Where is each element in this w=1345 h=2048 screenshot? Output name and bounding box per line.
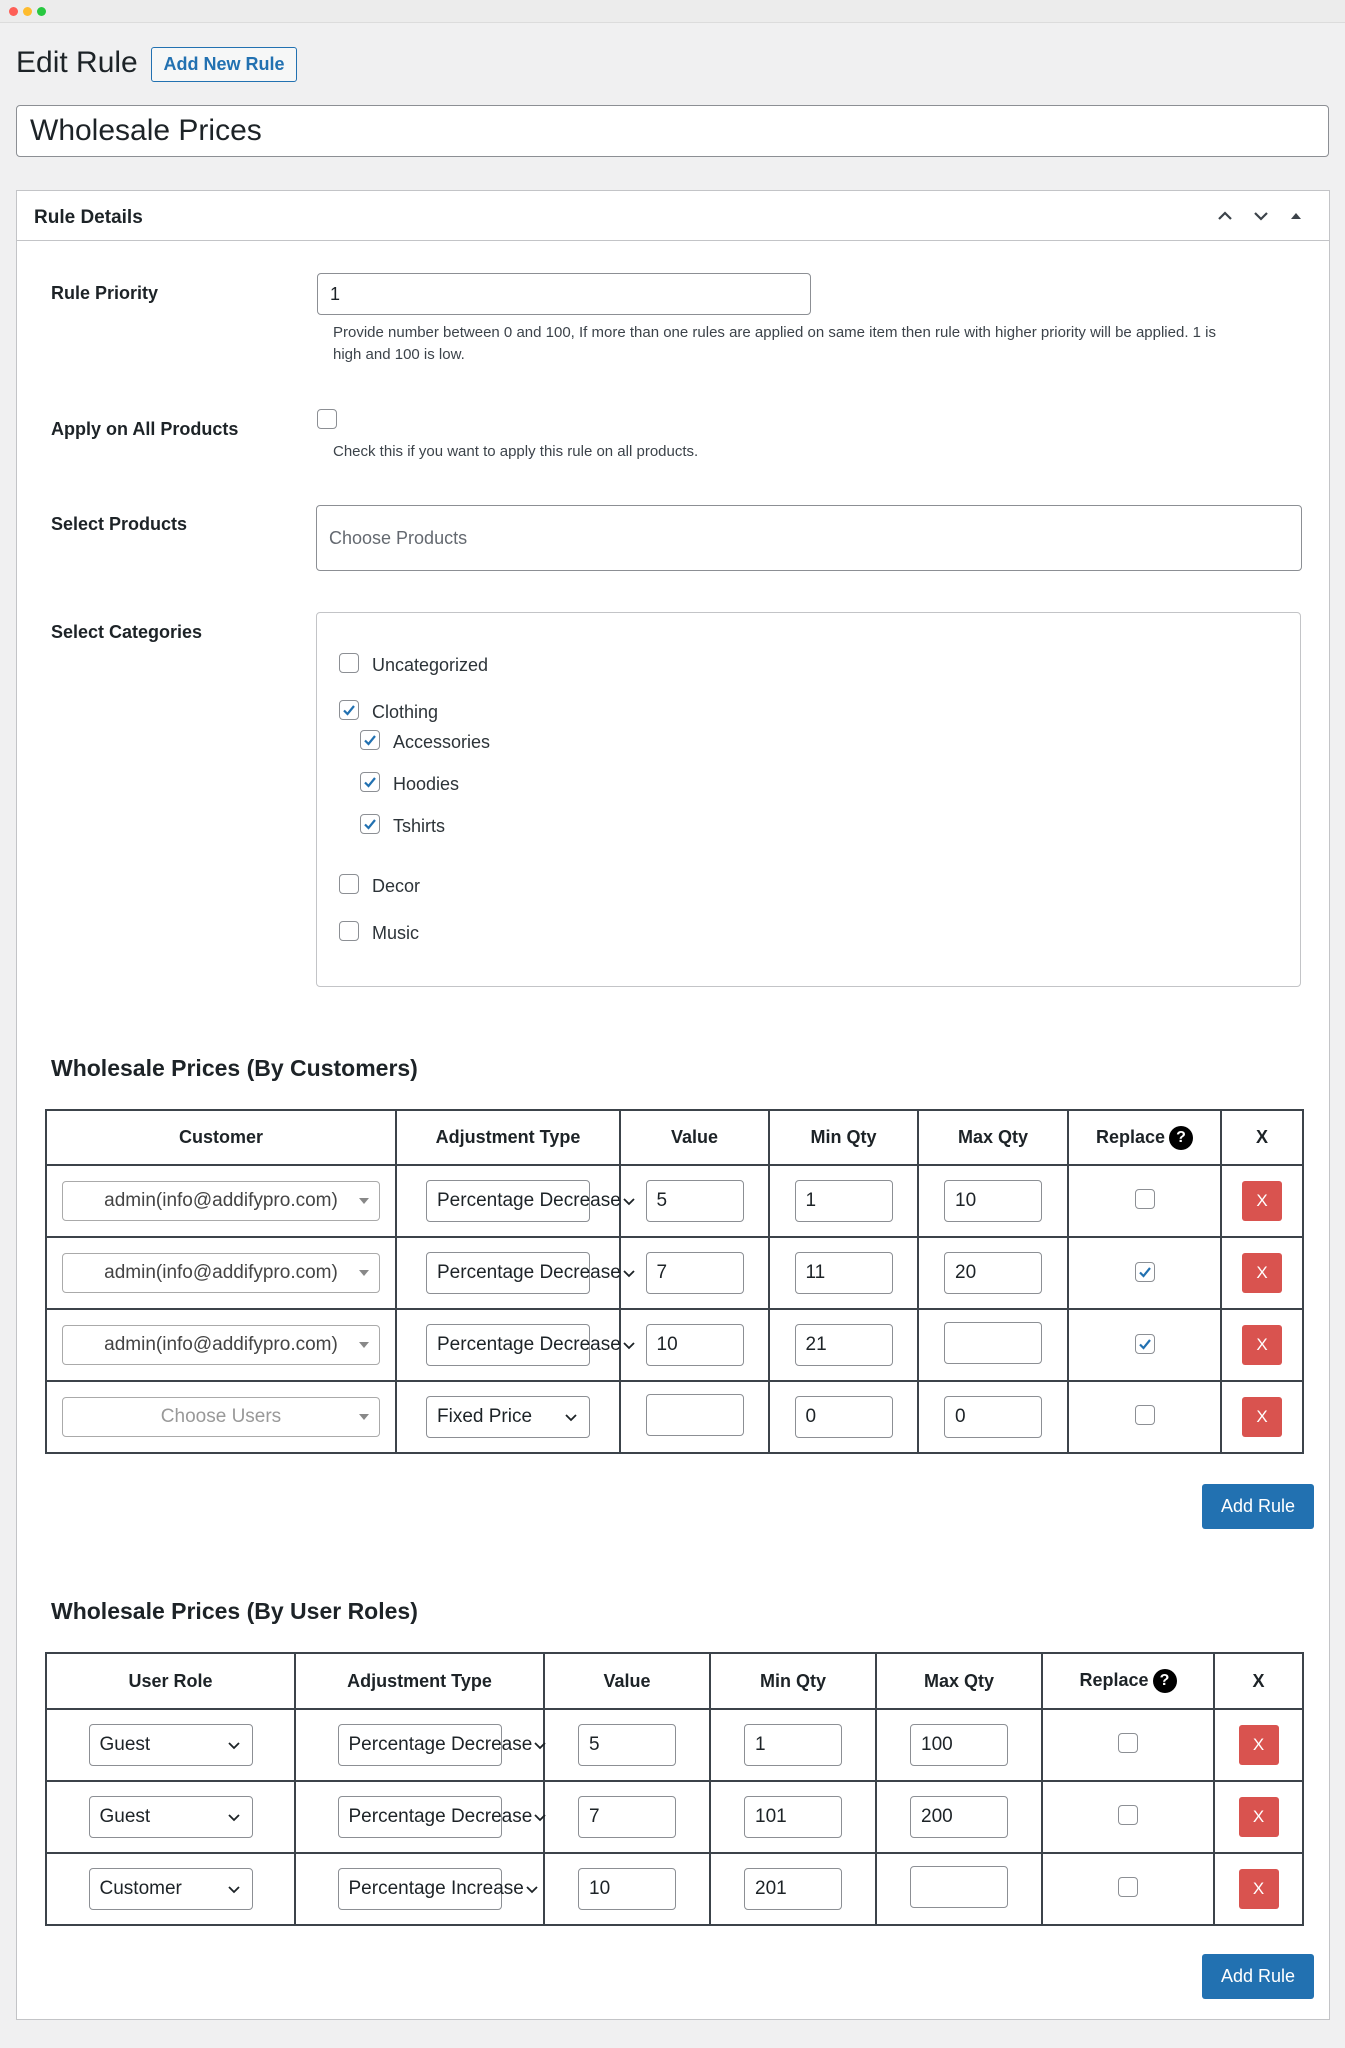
replace-checkbox[interactable]	[1135, 1334, 1155, 1354]
replace-checkbox[interactable]	[1135, 1262, 1155, 1282]
remove-row-button[interactable]: X	[1242, 1397, 1282, 1437]
adjustment-cell	[295, 1853, 544, 1925]
rule-priority-input[interactable]: 1	[317, 273, 811, 315]
remove-row-button[interactable]: X	[1239, 1725, 1279, 1765]
customer-rule-row	[46, 1237, 1303, 1309]
user-role-select[interactable]	[89, 1796, 253, 1838]
customer-rule-row	[46, 1381, 1303, 1453]
rule-title-input[interactable]: Wholesale Prices	[16, 105, 1329, 157]
adjustment-type-value: Fixed Price	[437, 1406, 533, 1427]
user-role-value: Customer	[99, 1878, 182, 1899]
min-qty-cell	[710, 1709, 876, 1781]
dropdown-arrow-icon	[359, 1342, 369, 1348]
max-qty-cell	[876, 1709, 1042, 1781]
rule-priority-description-line2: high and 100 is low.	[333, 346, 465, 363]
remove-cell	[1214, 1709, 1303, 1781]
max-qty-input[interactable]: 10	[944, 1180, 1042, 1222]
role-rule-row	[46, 1709, 1303, 1781]
category-checkbox-decor[interactable]	[339, 874, 359, 894]
rule-details-title: Rule Details	[34, 207, 143, 228]
adjustment-type-value: Percentage Decrease	[437, 1262, 621, 1283]
adjustment-cell	[295, 1709, 544, 1781]
customer-rule-row	[46, 1165, 1303, 1237]
column-header: Max Qty	[876, 1653, 1042, 1709]
chevron-down-icon	[621, 1337, 637, 1353]
min-qty-input[interactable]: 21	[795, 1324, 893, 1366]
adjustment-type-value: Percentage Decrease	[348, 1734, 533, 1755]
max-qty-input[interactable]: 200	[910, 1796, 1008, 1838]
adjustment-type-value: Percentage Decrease	[437, 1190, 621, 1211]
min-qty-input[interactable]: 101	[744, 1796, 842, 1838]
move-up-icon[interactable]	[1214, 205, 1236, 227]
customer-cell	[46, 1381, 396, 1453]
value-cell	[620, 1237, 769, 1309]
user-role-select[interactable]	[89, 1724, 253, 1766]
replace-cell	[1068, 1237, 1221, 1309]
category-label: Tshirts	[393, 816, 446, 836]
column-header: Value	[620, 1110, 769, 1165]
remove-row-button[interactable]: X	[1242, 1181, 1282, 1221]
chevron-down-icon	[226, 1881, 242, 1897]
customer-select-value: Choose Users	[160, 1406, 282, 1427]
min-qty-cell	[710, 1853, 876, 1925]
adjustment-type-select[interactable]	[338, 1796, 533, 1838]
replace-checkbox[interactable]	[1135, 1405, 1155, 1425]
chevron-down-icon	[621, 1265, 637, 1281]
min-qty-input[interactable]: 0	[795, 1396, 893, 1438]
replace-checkbox[interactable]	[1118, 1877, 1138, 1897]
adjustment-cell	[396, 1237, 620, 1309]
role-rule-row	[46, 1853, 1303, 1925]
adjustment-cell	[396, 1309, 620, 1381]
column-header: Replace	[1095, 1126, 1166, 1147]
role-rule-row	[46, 1781, 1303, 1853]
add-new-rule-button[interactable]: Add New Rule	[151, 47, 297, 82]
user-role-value: Guest	[99, 1806, 151, 1827]
apply-all-products-description: Check this if you want to apply this rule on all products.	[333, 443, 699, 460]
max-qty-input[interactable]: 100	[910, 1724, 1008, 1766]
role-cell	[46, 1853, 295, 1925]
max-qty-input[interactable]	[944, 1322, 1042, 1364]
value-input[interactable]	[646, 1394, 744, 1436]
rule-priority-description	[333, 322, 1333, 366]
replace-checkbox[interactable]	[1118, 1805, 1138, 1825]
category-checkbox-hoodies[interactable]	[360, 772, 380, 792]
min-qty-cell	[769, 1309, 918, 1381]
close-window-icon[interactable]	[9, 7, 18, 16]
max-qty-cell	[918, 1165, 1068, 1237]
select-products-input[interactable]: Choose Products	[316, 505, 1302, 571]
category-checkbox-uncategorized[interactable]	[339, 653, 359, 673]
value-input[interactable]: 7	[646, 1252, 744, 1294]
category-label: Decor	[372, 876, 421, 896]
customers-table	[45, 1109, 1304, 1454]
min-qty-input[interactable]: 1	[795, 1180, 893, 1222]
replace-cell	[1042, 1709, 1214, 1781]
category-label: Hoodies	[393, 774, 460, 794]
replace-cell	[1042, 1781, 1214, 1853]
customers-section-title: Wholesale Prices (By Customers)	[51, 1055, 418, 1081]
column-header: Max Qty	[918, 1110, 1068, 1165]
apply-all-products-checkbox[interactable]	[317, 409, 337, 429]
column-header: X	[1221, 1110, 1303, 1165]
chevron-down-icon	[532, 1737, 548, 1753]
adjustment-type-value: Percentage Decrease	[437, 1334, 621, 1355]
select-products-label: Select Products	[51, 514, 188, 534]
category-label: Music	[372, 923, 420, 943]
dropdown-arrow-icon	[359, 1270, 369, 1276]
max-qty-cell	[876, 1853, 1042, 1925]
value-input[interactable]: 10	[578, 1868, 676, 1910]
adjustment-type-select[interactable]	[338, 1868, 524, 1910]
remove-row-button[interactable]: X	[1239, 1797, 1279, 1837]
chevron-down-icon	[532, 1809, 548, 1825]
adjustment-type-select[interactable]	[426, 1324, 621, 1366]
max-qty-cell	[918, 1381, 1068, 1453]
role-cell	[46, 1781, 295, 1853]
max-qty-cell	[918, 1309, 1068, 1381]
customer-select[interactable]	[62, 1181, 380, 1221]
roles-table	[45, 1652, 1304, 1926]
window-titlebar	[0, 0, 1345, 23]
help-icon[interactable]: ?	[1169, 1126, 1193, 1150]
adjustment-cell	[396, 1381, 620, 1453]
column-header: Adjustment Type	[396, 1110, 620, 1165]
min-qty-input[interactable]: 201	[744, 1868, 842, 1910]
max-qty-input[interactable]	[910, 1866, 1008, 1908]
adjustment-cell	[396, 1165, 620, 1237]
value-cell	[620, 1309, 769, 1381]
column-header: Replace	[1079, 1669, 1149, 1690]
chevron-down-icon	[226, 1737, 242, 1753]
adjustment-type-select[interactable]	[338, 1724, 533, 1766]
column-header: User Role	[46, 1653, 295, 1709]
adjustment-type-value: Percentage Increase	[348, 1878, 524, 1899]
customers-table-header	[46, 1110, 1303, 1165]
replace-column-header	[1068, 1110, 1221, 1165]
maximize-window-icon[interactable]	[37, 7, 46, 16]
min-qty-cell	[769, 1237, 918, 1309]
column-header: Value	[544, 1653, 710, 1709]
customer-cell	[46, 1309, 396, 1381]
replace-column-header	[1042, 1653, 1214, 1709]
user-role-value: Guest	[99, 1734, 151, 1755]
help-icon[interactable]: ?	[1153, 1669, 1177, 1693]
remove-cell	[1221, 1309, 1303, 1381]
value-cell	[544, 1709, 710, 1781]
column-header: Adjustment Type	[295, 1653, 544, 1709]
chevron-down-icon	[621, 1193, 637, 1209]
min-qty-input[interactable]: 1	[744, 1724, 842, 1766]
value-input[interactable]: 10	[646, 1324, 744, 1366]
remove-row-button[interactable]: X	[1242, 1325, 1282, 1365]
customer-rule-row	[46, 1309, 1303, 1381]
user-role-select[interactable]	[89, 1868, 253, 1910]
min-qty-input[interactable]: 11	[795, 1252, 893, 1294]
replace-cell	[1068, 1165, 1221, 1237]
category-checkbox-music[interactable]	[339, 921, 359, 941]
category-label: Uncategorized	[372, 655, 489, 675]
customer-cell	[46, 1165, 396, 1237]
roles-table-header	[46, 1653, 1303, 1709]
remove-cell	[1221, 1237, 1303, 1309]
collapse-toggle-icon[interactable]	[1285, 205, 1307, 227]
value-input[interactable]: 5	[578, 1724, 676, 1766]
value-input[interactable]: 5	[646, 1180, 744, 1222]
rule-priority-description-line1: Provide number between 0 and 100, If more than one rules are applied on same item then rule with higher priority will be applied. 1 is	[333, 324, 1217, 341]
add-role-rule-button[interactable]: Add Rule	[1202, 1954, 1314, 1999]
column-header: Customer	[46, 1110, 396, 1165]
customer-select-value: admin(info@addifypro.com)	[104, 1190, 338, 1211]
value-cell	[544, 1853, 710, 1925]
dropdown-arrow-icon	[359, 1414, 369, 1420]
replace-cell	[1068, 1381, 1221, 1453]
adjustment-cell	[295, 1781, 544, 1853]
remove-cell	[1221, 1381, 1303, 1453]
category-checkbox-tshirts[interactable]	[360, 814, 380, 834]
remove-cell	[1214, 1781, 1303, 1853]
remove-row-button[interactable]: X	[1242, 1253, 1282, 1293]
dropdown-arrow-icon	[359, 1198, 369, 1204]
adjustment-type-select[interactable]	[426, 1396, 590, 1438]
roles-section-title: Wholesale Prices (By User Roles)	[51, 1598, 418, 1624]
chevron-down-icon	[226, 1809, 242, 1825]
rule-details-box	[16, 190, 1330, 2020]
remove-row-button[interactable]: X	[1239, 1869, 1279, 1909]
column-header: Min Qty	[769, 1110, 918, 1165]
category-checkbox-accessories[interactable]	[360, 730, 380, 750]
customer-select[interactable]	[62, 1397, 380, 1437]
value-cell	[620, 1381, 769, 1453]
minimize-window-icon[interactable]	[23, 7, 32, 16]
chevron-down-icon	[524, 1881, 540, 1897]
category-label: Accessories	[393, 732, 491, 752]
select-categories-label: Select Categories	[51, 622, 203, 642]
replace-cell	[1068, 1309, 1221, 1381]
replace-checkbox[interactable]	[1118, 1733, 1138, 1753]
role-cell	[46, 1709, 295, 1781]
page-title: Edit Rule	[16, 46, 138, 79]
max-qty-input[interactable]: 20	[944, 1252, 1042, 1294]
rule-details-header	[17, 191, 1329, 241]
column-header: Min Qty	[710, 1653, 876, 1709]
category-checkbox-clothing[interactable]	[339, 700, 359, 720]
adjustment-type-value: Percentage Decrease	[348, 1806, 533, 1827]
move-down-icon[interactable]	[1250, 205, 1272, 227]
replace-checkbox[interactable]	[1135, 1189, 1155, 1209]
value-cell	[544, 1781, 710, 1853]
value-input[interactable]: 7	[578, 1796, 676, 1838]
customer-select-value: admin(info@addifypro.com)	[104, 1262, 338, 1283]
category-label: Clothing	[372, 702, 439, 722]
customer-select[interactable]	[62, 1325, 380, 1365]
min-qty-cell	[769, 1381, 918, 1453]
categories-list	[316, 612, 1301, 987]
chevron-down-icon	[563, 1409, 579, 1425]
remove-cell	[1214, 1853, 1303, 1925]
max-qty-cell	[876, 1781, 1042, 1853]
min-qty-cell	[710, 1781, 876, 1853]
value-cell	[620, 1165, 769, 1237]
adjustment-type-select[interactable]	[426, 1252, 621, 1294]
apply-all-products-label: Apply on All Products	[51, 419, 239, 439]
customer-cell	[46, 1237, 396, 1309]
adjustment-type-select[interactable]	[426, 1180, 621, 1222]
max-qty-cell	[918, 1237, 1068, 1309]
rule-priority-label: Rule Priority	[51, 283, 159, 303]
max-qty-input[interactable]: 0	[944, 1396, 1042, 1438]
replace-cell	[1042, 1853, 1214, 1925]
remove-cell	[1221, 1165, 1303, 1237]
min-qty-cell	[769, 1165, 918, 1237]
add-customer-rule-button[interactable]: Add Rule	[1202, 1484, 1314, 1529]
column-header: X	[1214, 1653, 1303, 1709]
customer-select[interactable]	[62, 1253, 380, 1293]
customer-select-value: admin(info@addifypro.com)	[104, 1334, 338, 1355]
